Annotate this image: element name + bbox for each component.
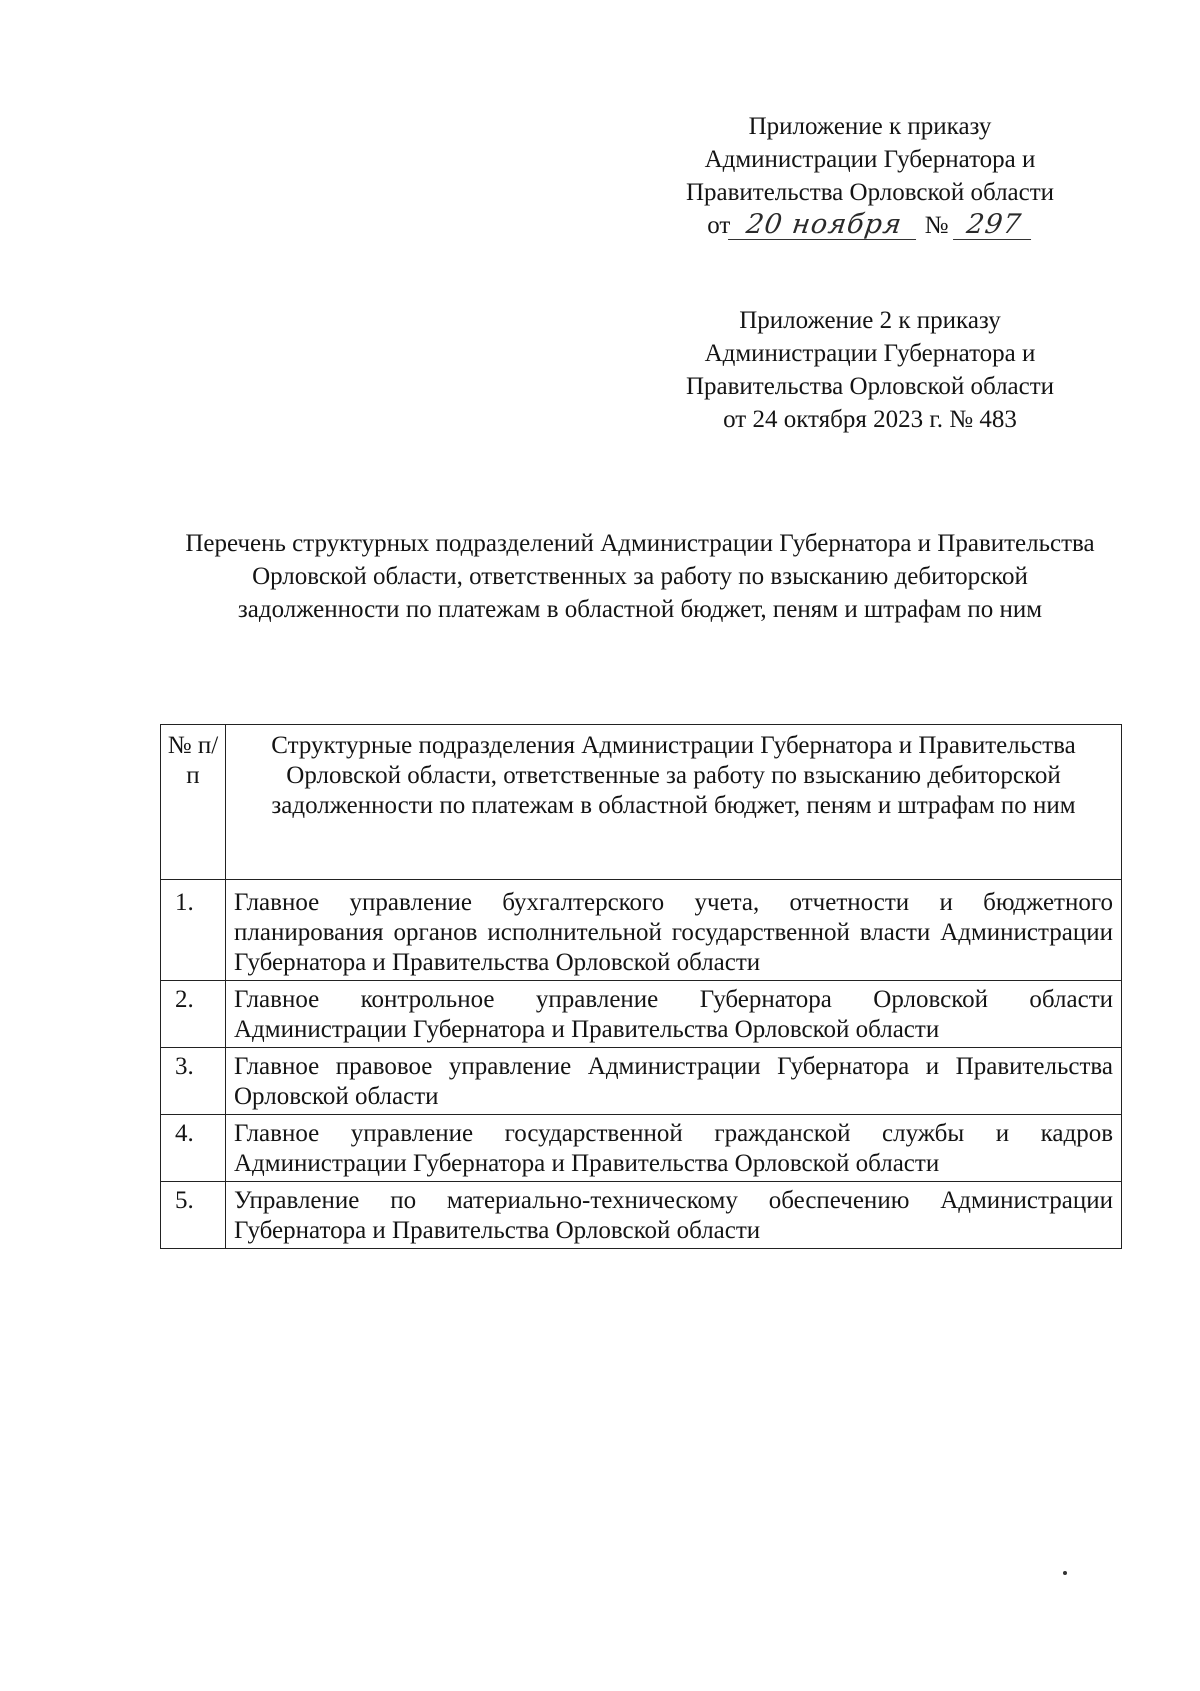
handwritten-number: 297 [953,211,1035,240]
row-number: 4. [161,1115,226,1182]
table-row [161,880,1122,981]
document-title: Перечень структурных подразделений Администрации Губернатора и Правительства Орловской области, ответственных за работу по взысканию дебиторской задолженности по платежам в областной бюджет, пеням и штрафам по ним [185,530,1095,623]
appendix-current-order [640,110,1100,242]
handwritten-date: 20 ноября [728,211,920,240]
row-department: Управление по материально-техническому обеспечению Администрации Губернатора и Правительства Орловской области [226,1182,1122,1249]
date-prefix: от [707,212,731,239]
row-department: Главное управление государственной гражданской службы и кадров Администрации Губернатора и Правительства Орловской области [226,1115,1122,1182]
appendix-previous-line2: Администрации Губернатора и [704,340,1036,367]
departments-table [160,724,1122,1249]
row-department: Главное управление бухгалтерского учета, отчетности и бюджетного планирования органов исполнительной государственной власти Администрации Губернатора и Правительства Орловской области [226,880,1122,981]
row-department: Главное правовое управление Администрации Губернатора и Правительства Орловской области [226,1048,1122,1115]
date-number-line [707,209,1032,242]
appendix-current-date-line [640,209,1100,242]
header-number: № п/п [161,725,226,880]
row-department: Главное контрольное управление Губернатора Орловской области Администрации Губернатора и Правительства Орловской области [226,981,1122,1048]
table-row [161,981,1122,1048]
scan-speck [1063,1571,1067,1575]
row-number: 2. [161,981,226,1048]
row-number: 1. [161,880,226,981]
table-header-row [161,725,1122,880]
table-row [161,1182,1122,1249]
header-department: Структурные подразделения Администрации Губернатора и Правительства Орловской области, ответственные за работу по взысканию дебиторской задолженности по платежам в областной бюджет, пеням и штрафам по ним [226,725,1122,880]
appendix-current-line1: Приложение к приказу [748,113,992,140]
row-number: 5. [161,1182,226,1249]
appendix-previous-line4: от 24 октября 2023 г. № 483 [723,406,1017,433]
appendix-previous-line3: Правительства Орловской области [685,373,1055,400]
row-number: 3. [161,1048,226,1115]
table-row [161,1115,1122,1182]
number-sign: № [924,212,949,239]
appendix-current-line3: Правительства Орловской области [685,179,1055,206]
appendix-current-line2: Администрации Губернатора и [704,146,1036,173]
appendix-previous-line1: Приложение 2 к приказу [739,307,1001,334]
appendix-previous-order [640,304,1100,436]
table-row [161,1048,1122,1115]
